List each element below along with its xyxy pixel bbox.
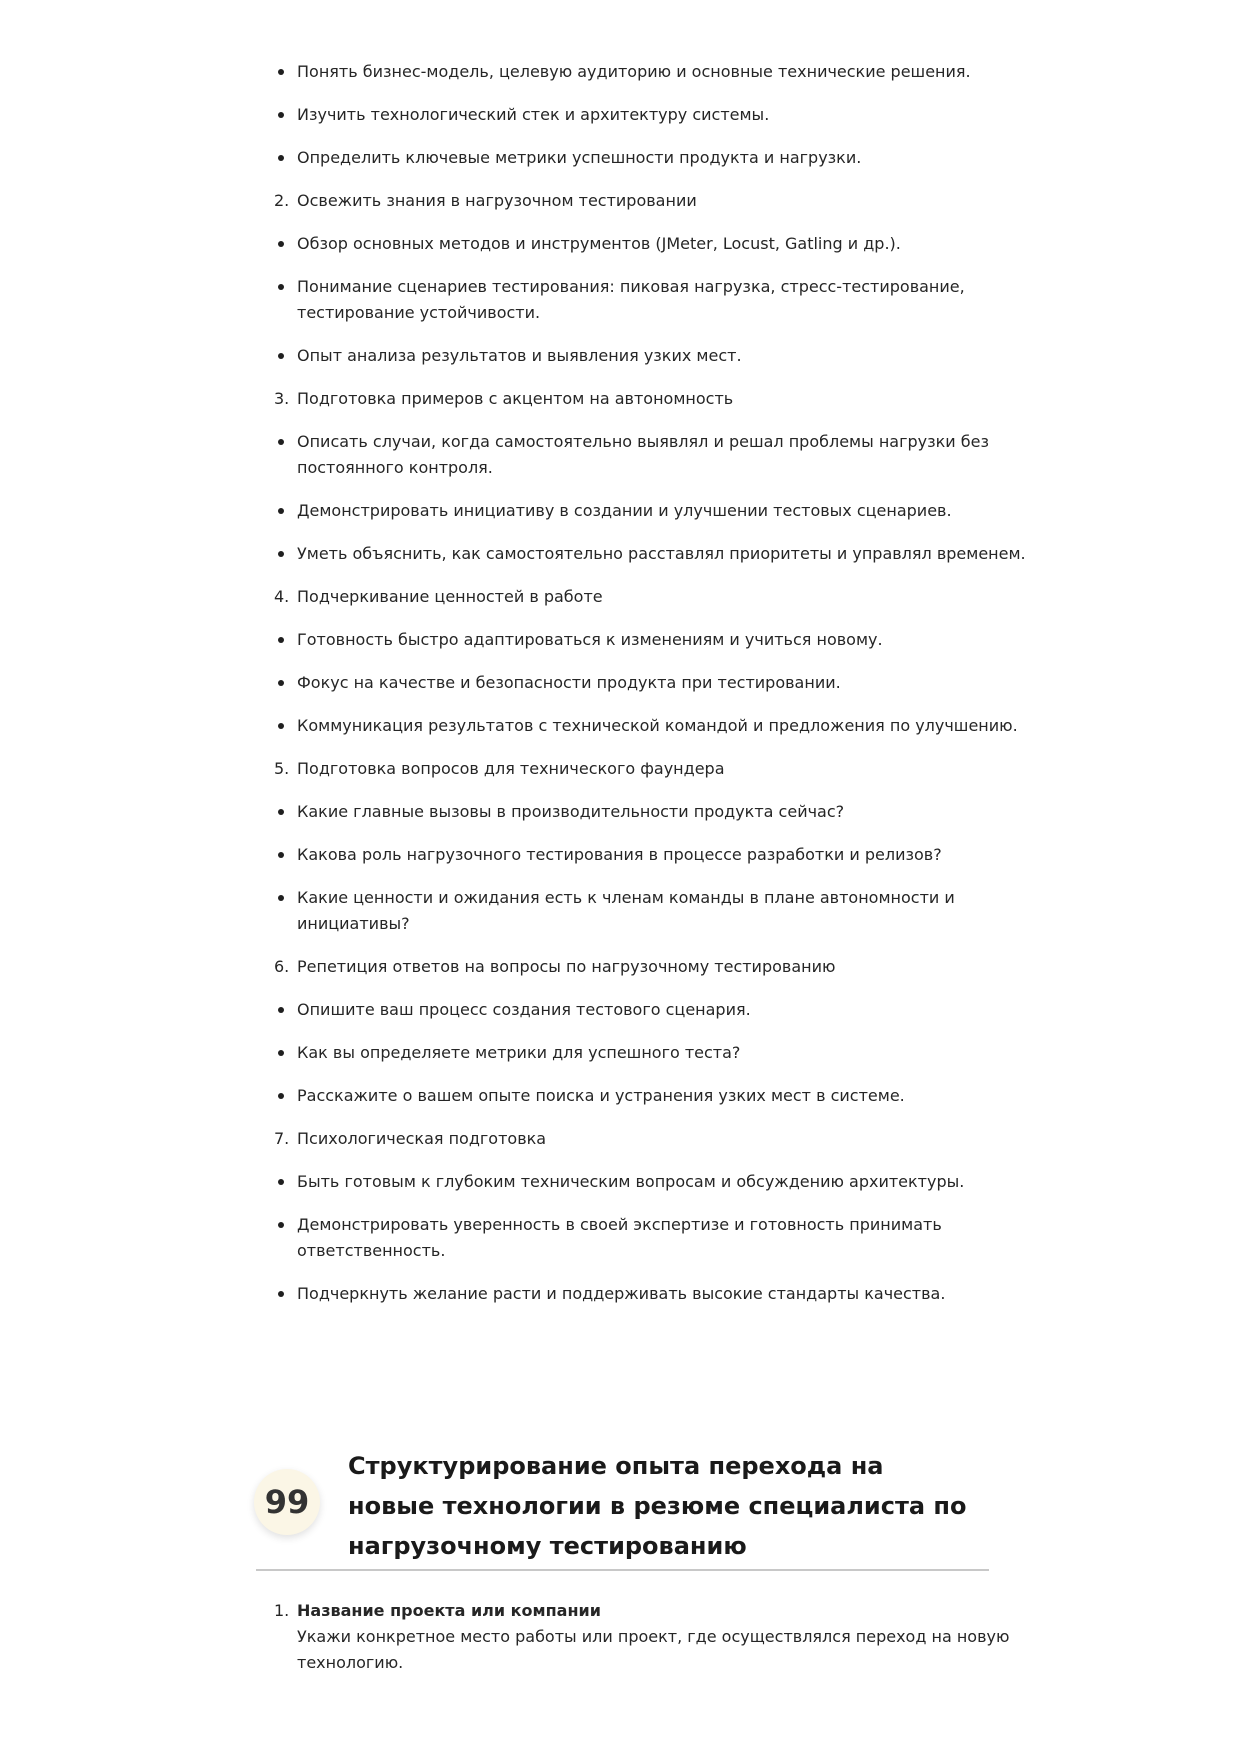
bullet-icon [278, 852, 284, 858]
item-text: Определить ключевые метрики успешности продукта и нагрузки. [297, 148, 862, 167]
item-text: Опыт анализа результатов и выявления узких мест. [297, 346, 742, 365]
bullet-icon [278, 1007, 284, 1013]
item-number: 1. [274, 1601, 290, 1620]
bullet-icon [278, 551, 284, 557]
item-text: Готовность быстро адаптироваться к изменениям и учиться новому. [297, 630, 883, 649]
item-text: Психологическая подготовка [297, 1129, 547, 1148]
item-number: 2. [274, 191, 290, 210]
item-number: 7. [274, 1129, 290, 1148]
item-text: технологию. [297, 1653, 404, 1672]
item-text: Репетиция ответов на вопросы по нагрузочному тестированию [297, 957, 836, 976]
item-text: Описать случаи, когда самостоятельно выявлял и решал проблемы нагрузки без [297, 432, 989, 451]
item-text: Понять бизнес-модель, целевую аудиторию и основные технические решения. [297, 62, 971, 81]
item-text: Укажи конкретное место работы или проект, где осуществлялся переход на новую [297, 1627, 1010, 1646]
item-text: Опишите ваш процесс создания тестового сценария. [297, 1000, 751, 1019]
item-text: Подчеркнуть желание расти и поддерживать высокие стандарты качества. [297, 1284, 946, 1303]
bullet-icon [278, 353, 284, 359]
item-number: 5. [274, 759, 290, 778]
item-text: Быть готовым к глубоким техническим вопросам и обсуждению архитектуры. [297, 1172, 965, 1191]
item-text: Какие главные вызовы в производительности продукта сейчас? [297, 802, 845, 821]
item-text: Какие ценности и ожидания есть к членам команды в плане автономности и [297, 888, 955, 907]
item-text: Какова роль нагрузочного тестирования в процессе разработки и релизов? [297, 845, 942, 864]
bullet-icon [278, 1222, 284, 1228]
bullet-icon [278, 439, 284, 445]
item-text: Обзор основных методов и инструментов (JMeter, Locust, Gatling и др.). [297, 234, 901, 253]
section-number-badge: 99 [254, 1469, 320, 1535]
bullet-icon [278, 1179, 284, 1185]
section-divider [256, 1569, 989, 1571]
item-number: 4. [274, 587, 290, 606]
bullet-icon [278, 1291, 284, 1297]
bullet-icon [278, 1093, 284, 1099]
bullet-icon [278, 155, 284, 161]
bullet-icon [278, 1050, 284, 1056]
item-text: Коммуникация результатов с технической командой и предложения по улучшению. [297, 716, 1018, 735]
item-text: Фокус на качестве и безопасности продукта при тестировании. [297, 673, 841, 692]
item-text: Освежить знания в нагрузочном тестировании [297, 191, 697, 210]
bullet-icon [278, 637, 284, 643]
item-text: тестирование устойчивости. [297, 303, 541, 322]
bullet-icon [278, 680, 284, 686]
bullet-icon [278, 723, 284, 729]
item-heading: Название проекта или компании [297, 1601, 601, 1620]
section-title: Структурирование опыта перехода на новые технологии в резюме специалиста по нагрузочному тестированию [348, 1452, 967, 1560]
item-text: Подготовка примеров с акцентом на автономность [297, 389, 734, 408]
bullet-icon [278, 508, 284, 514]
bullet-icon [278, 112, 284, 118]
item-text: инициативы? [297, 914, 410, 933]
item-text: Демонстрировать уверенность в своей экспертизе и готовность принимать [297, 1215, 942, 1234]
item-text: Как вы определяете метрики для успешного теста? [297, 1043, 741, 1062]
item-text: постоянного контроля. [297, 458, 493, 477]
bullet-icon [278, 809, 284, 815]
item-text: Демонстрировать инициативу в создании и улучшении тестовых сценариев. [297, 501, 952, 520]
item-text: Уметь объяснить, как самостоятельно расставлял приоритеты и управлял временем. [297, 544, 1026, 563]
item-text: ответственность. [297, 1241, 446, 1260]
item-text: Подчеркивание ценностей в работе [297, 587, 603, 606]
item-text: Расскажите о вашем опыте поиска и устранения узких мест в системе. [297, 1086, 905, 1105]
item-text: Изучить технологический стек и архитектуру системы. [297, 105, 770, 124]
bullet-icon [278, 241, 284, 247]
item-text: Подготовка вопросов для технического фаундера [297, 759, 725, 778]
bullet-icon [278, 895, 284, 901]
item-number: 3. [274, 389, 290, 408]
bullet-icon [278, 284, 284, 290]
item-number: 6. [274, 957, 290, 976]
bullet-icon [278, 69, 284, 75]
item-text: Понимание сценариев тестирования: пиковая нагрузка, стресс-тестирование, [297, 277, 965, 296]
